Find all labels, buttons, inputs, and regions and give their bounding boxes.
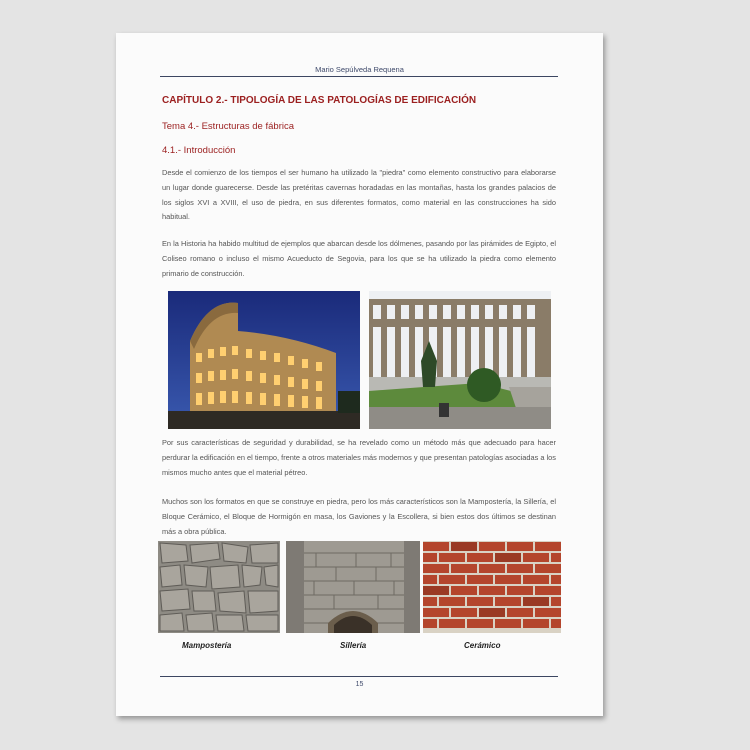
caption-silleria: Sillería xyxy=(340,641,367,650)
footer-rule xyxy=(160,676,558,677)
paragraph-4: Muchos son los formatos en que se construye en piedra, pero los más característicos son la Mampostería, la Sillería, el Bloque Cerámico, el Bloque de Hormigón en masa, los Gaviones y la Escollera, si bien estos dos últimos se destinan más a obra pública. xyxy=(162,497,556,536)
section-heading: 4.1.- Introducción xyxy=(162,145,236,156)
caption-mamposteria: Mampostería xyxy=(182,641,232,650)
page-number: 15 xyxy=(355,681,364,688)
mamposteria-photo xyxy=(158,541,280,633)
paragraph-3: Por sus características de seguridad y durabilidad, se ha revelado como un método más que adecuado para hacer perdurar la edificación en el tiempo, frente a otros materiales más modernos y que presentan patologías asociadas a los mismos mucho antes que el material pétreo. xyxy=(162,438,556,477)
paragraph-2: En la Historia ha habido multitud de ejemplos que abarcan desde los dólmenes, pasando por las pirámides de Egipto, el Coliseo romano o incluso el mismo Acueducto de Segovia, para los que se ha utilizado la piedra como elemento primario de construcción. xyxy=(162,239,556,278)
aqueduct-photo xyxy=(369,291,551,429)
ceramico-photo xyxy=(423,541,561,633)
colosseum-photo xyxy=(168,291,360,429)
chapter-heading: CAPÍTULO 2.- TIPOLOGÍA DE LAS PATOLOGÍAS DE EDIFICACIÓN xyxy=(162,95,477,106)
header-rule xyxy=(160,76,558,77)
caption-ceramico: Cerámico xyxy=(464,641,501,650)
running-header: Mario Sepúlveda Requena xyxy=(315,65,404,74)
document-page xyxy=(116,33,603,716)
paragraph-1: Desde el comienzo de los tiempos el ser humano ha utilizado la "piedra" como elemento constructivo para elaborarse un lugar donde guarecerse. Desde las pretéritas cavernas horadadas en las montañas, hasta los grandes palacios de los siglos XVI a XVIII, el uso de piedra, en sus diferentes formatos, como material en las construcciones ha sido habitual. xyxy=(162,168,556,222)
silleria-photo xyxy=(286,541,420,633)
theme-heading: Tema 4.- Estructuras de fábrica xyxy=(162,121,294,132)
